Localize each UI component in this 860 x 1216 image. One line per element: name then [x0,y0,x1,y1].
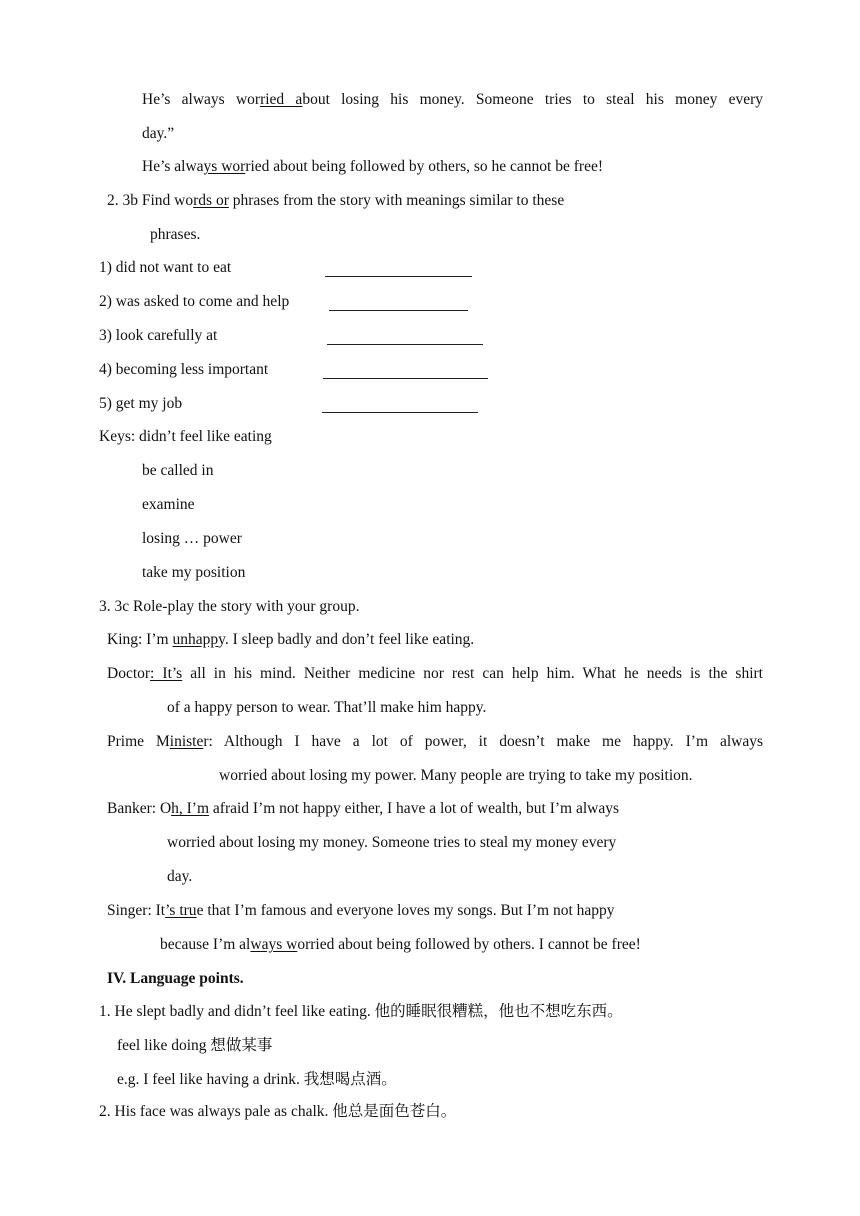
dialogue-minister-cont: worried about losing my power. Many people are trying to take my position. [219,767,693,784]
text-run: bout losing his money. Someone tries to steal his money every [302,91,763,108]
dialogue-singer [107,901,615,921]
answer-blank[interactable] [329,310,468,311]
answer-blank[interactable] [327,344,483,345]
exercise-item: 5) get my job [99,395,183,412]
text-run-underlined: iniste [169,733,204,750]
exercise-item: 3) look carefully at [99,327,218,344]
text-run: Prime M [107,733,170,750]
exercise-item: 2) was asked to come and help [99,293,290,310]
key-item: be called in [142,462,214,479]
dialogue-minister [107,732,763,752]
key-item: examine [142,496,195,513]
dialogue-banker-cont: day. [167,868,193,885]
text-run-underlined: h, I’m [171,800,210,817]
keys-label: Keys: didn’t feel like eating [99,428,272,445]
text-run-underlined: ried a [260,91,303,108]
text-run: King: I’m [107,631,173,648]
text-run: because I’m al [160,936,251,953]
key-item: losing … power [142,530,242,547]
dialogue-doctor-cont: of a happy person to wear. That’ll make him happy. [167,699,487,716]
text-run: Banker: O [107,800,172,817]
language-point-phrase: feel like doing 想做某事 [117,1037,273,1054]
dialogue-banker [107,799,619,819]
text-run: Doctor [107,665,151,682]
dialogue-singer-cont [160,935,641,955]
answer-blank[interactable] [323,378,488,379]
text-run: orried about being followed by others. I cannot be free! [297,936,641,953]
dialogue-banker-cont: worried about losing my money. Someone tries to steal my money every [167,834,617,851]
text-run: r: Although I have a lot of power, it doesn’t make me happy. I’m always [203,733,763,750]
text-run-underlined: unhapp [172,631,219,648]
exercise-3b-heading-cont: phrases. [150,226,201,243]
dialogue-king [107,630,474,650]
exercise-3c-heading: 3. 3c Role-play the story with your group. [99,598,360,615]
story-line: day.” [142,125,175,142]
text-run: y. I sleep badly and don’t feel like eating. [218,631,475,648]
text-run: all in his mind. Neither medicine nor rest can help him. What he needs is the shirt [182,665,763,682]
answer-blank[interactable] [325,276,472,277]
answer-blank[interactable] [322,412,478,413]
text-run-underlined: : It’s [150,665,183,682]
text-run-underlined: ’s tru [165,902,197,919]
exercise-item: 4) becoming less important [99,361,269,378]
dialogue-doctor [107,664,763,684]
text-run: He’s alwa [142,158,204,175]
language-points-heading: IV. Language points. [107,970,244,987]
key-item: take my position [142,564,246,581]
text-run: He’s always wor [142,91,261,108]
text-run: Singer: It [107,902,166,919]
story-line [142,90,763,110]
text-run-underlined: ys wor [203,158,246,175]
exercise-item: 1) did not want to eat [99,259,232,276]
text-run: afraid I’m not happy either, I have a lot of wealth, but I’m always [209,800,620,817]
text-run: e that I’m famous and everyone loves my songs. But I’m not happy [196,902,615,919]
text-run: 2. 3b Find wo [107,192,194,209]
exercise-3b-heading [107,191,564,211]
story-line [142,157,603,177]
text-run-underlined: rds or [193,192,229,209]
text-run: phrases from the story with meanings similar to these [228,192,565,209]
language-point: 2. His face was always pale as chalk. 他总是面色苍白。 [99,1103,457,1120]
language-point-example: e.g. I feel like having a drink. 我想喝点酒。 [117,1071,397,1088]
text-run: ried about being followed by others, so he cannot be free! [245,158,603,175]
text-run-underlined: ways w [250,936,298,953]
language-point: 1. He slept badly and didn’t feel like eating. 他的睡眠很糟糕，他也不想吃东西。 [99,1003,623,1020]
